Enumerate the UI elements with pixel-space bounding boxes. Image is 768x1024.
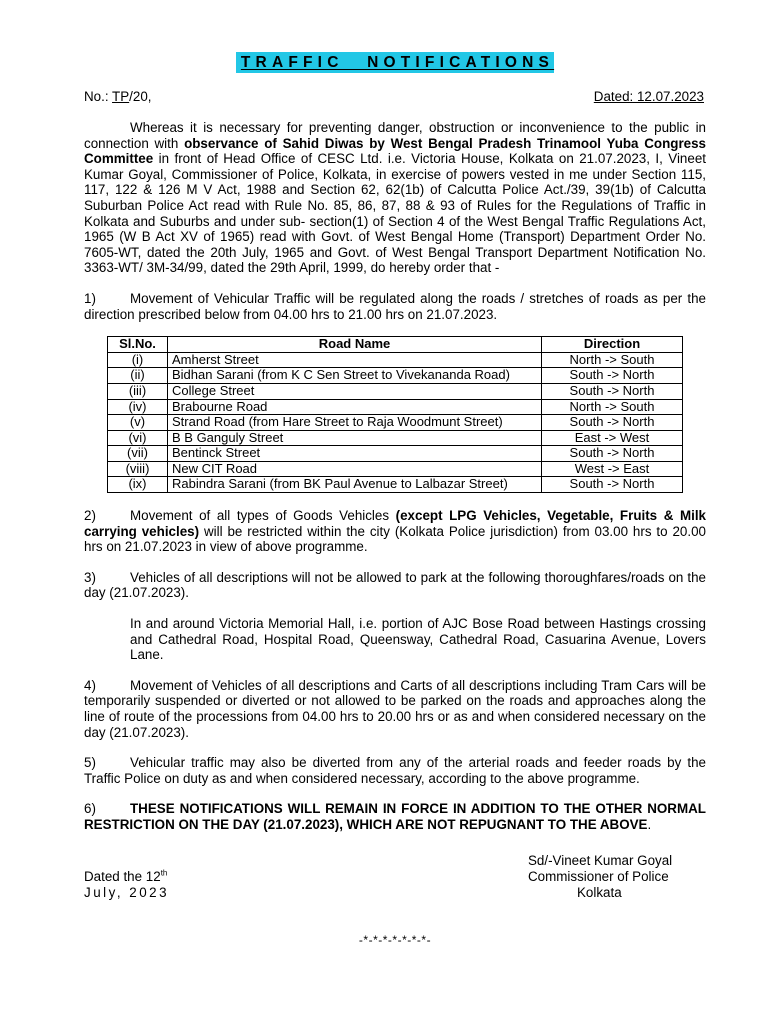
signatory-location: Kolkata <box>577 884 622 900</box>
item-6-bold-text: THESE NOTIFICATIONS WILL REMAIN IN FORCE IN ADDITION TO THE OTHER NORMAL RESTRICTION ON THE DAY (21.07.2023), WHICH ARE NOT REPUGNANT TO THE ABOVE <box>84 801 706 832</box>
cell-road: Strand Road (from Hare Street to Raja Woodmunt Street) <box>168 415 542 431</box>
cell-road: Bentinck Street <box>168 446 542 462</box>
table-row <box>108 399 683 415</box>
item-3-no-parking-area: In and around Victoria Memorial Hall, i.e. portion of AJC Bose Road between Hastings crossing and Cathedral Road, Hospital Road, Queensway, Cathedral Road, Casuarina Avenue, Lovers Lane. <box>130 616 706 663</box>
item-2 <box>84 508 706 555</box>
table-row <box>108 383 683 399</box>
cell-road: B B Ganguly Street <box>168 430 542 446</box>
notification-number <box>84 88 152 106</box>
cell-sl: (iii) <box>108 383 168 399</box>
item-2-text-1: Movement of all types of Goods Vehicles <box>130 508 396 524</box>
item-2-bold-text: (except LPG Vehicles, Vegetable, Fruits & Milk carrying vehicles) <box>84 508 706 539</box>
cell-road: Amherst Street <box>168 352 542 368</box>
dated-day: Dated the 12 <box>84 868 161 884</box>
dated-day-suffix: th <box>160 868 168 878</box>
intro-paragraph <box>84 120 706 276</box>
header-sl-no: Sl.No. <box>108 337 168 353</box>
cell-direction: North -> South <box>542 399 683 415</box>
cell-sl: (viii) <box>108 461 168 477</box>
item-5 <box>84 755 706 786</box>
cell-direction: South -> North <box>542 415 683 431</box>
table-row <box>108 352 683 368</box>
header-road-name: Road Name <box>168 337 542 353</box>
signature-block <box>528 853 672 901</box>
item-6-tail: . <box>647 816 652 832</box>
cell-sl: (vi) <box>108 430 168 446</box>
cell-sl: (v) <box>108 415 168 431</box>
notification-page <box>84 52 706 947</box>
cell-road: College Street <box>168 383 542 399</box>
title-row <box>84 52 706 76</box>
table-row <box>108 368 683 384</box>
table-row <box>108 477 683 493</box>
number-prefix: No.: <box>84 89 113 104</box>
cell-sl: (i) <box>108 352 168 368</box>
number-suffix: /20, <box>129 89 152 104</box>
cell-direction: South -> North <box>542 477 683 493</box>
item-1-number: 1) <box>84 290 96 306</box>
intro-text-1: Whereas it is necessary for preventing danger, obstruction or inconvenience to the public in connection with <box>84 120 706 151</box>
item-3 <box>84 570 706 601</box>
table-row <box>108 415 683 431</box>
item-6 <box>84 801 706 832</box>
cell-direction: South -> North <box>542 368 683 384</box>
cell-road: Rabindra Sarani (from BK Paul Avenue to Lalbazar Street) <box>168 477 542 493</box>
signatory-designation: Commissioner of Police <box>528 868 669 884</box>
road-direction-table <box>107 336 683 493</box>
item-6-number: 6) <box>84 801 96 817</box>
signatory-name: Sd/-Vineet Kumar Goyal <box>528 852 673 868</box>
cell-sl: (ix) <box>108 477 168 493</box>
cell-direction: East -> West <box>542 430 683 446</box>
signature-area <box>84 853 706 913</box>
intro-text-2: in front of Head Office of CESC Ltd. i.e. Victoria House, Kolkata on 21.07.2023, I, Vineet Kumar Goyal, Commissioner of Police, Kolkata, in exercise of powers vested in me under Section 115, 117, 122 & 126 M V Act, 1988 and Section 62, 62(1b) of Calcutta Police Act./39, 39(1b) of Calcutta Suburban Police Act read with Rule No. 85, 86, 87, 88 & 93 of Rules for the Regulations of Traffic in Kolkata and Suburbs and under sub- section(1) of Section 4 of the West Bengal Traffic Regulations Act, 1965 (W B Act XV of 1965) read with Govt. of West Bengal Home (Transport) Department Order No. 7605-WT, dated the 20th July, 1965 and Govt. of West Bengal Transport Department Notification No. 3363-WT/ 3M-34/99, dated the 29th April, 1999, do hereby order that - <box>84 151 706 276</box>
dated-line-2: July, 2023 <box>84 884 170 900</box>
table-row <box>108 446 683 462</box>
cell-sl: (ii) <box>108 368 168 384</box>
cell-road: Brabourne Road <box>168 399 542 415</box>
dated-block <box>84 869 169 901</box>
cell-road: Bidhan Sarani (from K C Sen Street to Vivekananda Road) <box>168 368 542 384</box>
cell-sl: (iv) <box>108 399 168 415</box>
page-title: TRAFFIC NOTIFICATIONS <box>236 52 554 73</box>
item-1 <box>84 291 706 322</box>
table-row <box>108 461 683 477</box>
item-4 <box>84 678 706 740</box>
item-1-text: Movement of Vehicular Traffic will be regulated along the roads / stretches of roads as per the direction prescribed below from 04.00 hrs to 21.00 hrs on 21.07.2023. <box>84 290 706 322</box>
table-row <box>108 430 683 446</box>
dated-line-1 <box>84 869 169 885</box>
reference-row <box>84 88 706 106</box>
item-4-number: 4) <box>84 677 96 693</box>
item-2-number: 2) <box>84 508 96 524</box>
item-3-text: Vehicles of all descriptions will not be allowed to park at the following thoroughfares/roads on the day (21.07.2023). <box>84 569 706 601</box>
item-3-number: 3) <box>84 569 96 585</box>
item-4-text: Movement of Vehicles of all descriptions and Carts of all descriptions including Tram Cars will be temporarily suspended or diverted or not allowed to be parked on the roads and approaches along the line of route of the processions from 04.00 hrs to 20.00 hrs or as and when considered necessary on the day (21.07.2023). <box>84 677 706 740</box>
cell-sl: (vii) <box>108 446 168 462</box>
number-code: TP <box>112 89 130 104</box>
table-header-row <box>108 337 683 353</box>
cell-direction: North -> South <box>542 352 683 368</box>
item-5-number: 5) <box>84 755 96 771</box>
header-direction: Direction <box>542 337 683 353</box>
cell-direction: South -> North <box>542 446 683 462</box>
cell-direction: West -> East <box>542 461 683 477</box>
item-2-text-2: will be restricted within the city (Kolkata Police jurisdiction) from 03.00 hrs to 20.00 hrs on 21.07.2023 in view of above programme. <box>84 523 706 555</box>
end-mark: -*-*-*-*-*-*-*- <box>358 932 432 947</box>
issue-date: Dated: 12.07.2023 <box>593 89 704 104</box>
item-5-text: Vehicular traffic may also be diverted from any of the arterial roads and feeder roads by the Traffic Police on duty as and when considered necessary, according to the above programme. <box>84 755 706 786</box>
cell-direction: South -> North <box>542 383 683 399</box>
cell-road: New CIT Road <box>168 461 542 477</box>
intro-bold-text: observance of Sahid Diwas by West Bengal Pradesh Trinamool Yuba Congress Committee <box>84 135 706 167</box>
